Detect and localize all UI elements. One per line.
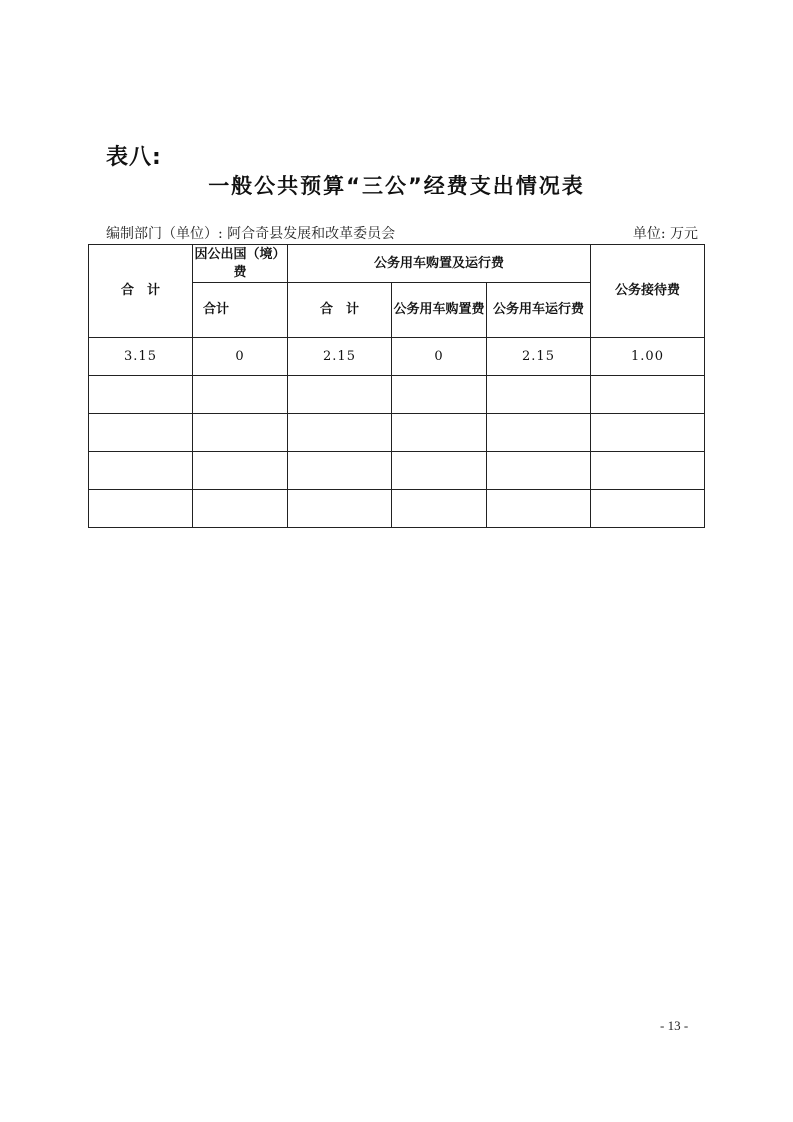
table-row bbox=[89, 452, 705, 490]
cell-total bbox=[89, 490, 193, 528]
cell-vehicle-total bbox=[288, 414, 392, 452]
table-row bbox=[89, 414, 705, 452]
header-reception: 公务接待费 bbox=[591, 245, 705, 338]
meta-row bbox=[106, 223, 698, 243]
cell-total bbox=[89, 414, 193, 452]
cell-vehicle-operation bbox=[487, 490, 591, 528]
cell-reception bbox=[591, 490, 705, 528]
cell-overseas: 0 bbox=[193, 338, 288, 376]
document-title: 一般公共预算“三公”经费支出情况表 bbox=[208, 174, 585, 198]
cell-vehicle-total bbox=[288, 376, 392, 414]
cell-overseas bbox=[193, 452, 288, 490]
table-row bbox=[89, 338, 705, 376]
table-label: 表八: bbox=[106, 145, 162, 170]
cell-total bbox=[89, 376, 193, 414]
cell-overseas bbox=[193, 490, 288, 528]
header-row-1 bbox=[89, 245, 705, 283]
header-total: 合 计 bbox=[89, 245, 193, 338]
header-vehicle-purchase: 公务用车购置费 bbox=[392, 283, 487, 338]
expense-table bbox=[88, 244, 705, 528]
cell-reception bbox=[591, 452, 705, 490]
cell-vehicle-purchase bbox=[392, 376, 487, 414]
cell-vehicle-operation bbox=[487, 452, 591, 490]
cell-vehicle-purchase: 0 bbox=[392, 338, 487, 376]
cell-vehicle-operation bbox=[487, 414, 591, 452]
header-vehicle-group: 公务用车购置及运行费 bbox=[288, 245, 591, 283]
header-overseas: 因公出国（境）费 bbox=[193, 245, 288, 283]
cell-reception bbox=[591, 376, 705, 414]
cell-reception bbox=[591, 414, 705, 452]
cell-vehicle-total bbox=[288, 452, 392, 490]
unit-label: 单位: 万元 bbox=[632, 226, 698, 242]
header-vehicle-total: 合 计 bbox=[288, 283, 392, 338]
header-vehicle-operation: 公务用车运行费 bbox=[487, 283, 591, 338]
table-row bbox=[89, 490, 705, 528]
cell-vehicle-total: 2.15 bbox=[288, 338, 392, 376]
page-number: - 13 - bbox=[660, 1018, 689, 1033]
table-row bbox=[89, 376, 705, 414]
cell-vehicle-purchase bbox=[392, 490, 487, 528]
cell-overseas bbox=[193, 414, 288, 452]
cell-vehicle-operation bbox=[487, 376, 591, 414]
cell-total bbox=[89, 452, 193, 490]
header-overseas-total: 合计 bbox=[193, 283, 288, 338]
cell-vehicle-total bbox=[288, 490, 392, 528]
cell-vehicle-purchase bbox=[392, 414, 487, 452]
cell-vehicle-operation: 2.15 bbox=[487, 338, 591, 376]
cell-overseas bbox=[193, 376, 288, 414]
department-label: 编制部门（单位）: 阿合奇县发展和改革委员会 bbox=[106, 226, 396, 242]
cell-total: 3.15 bbox=[89, 338, 193, 376]
cell-vehicle-purchase bbox=[392, 452, 487, 490]
cell-reception: 1.00 bbox=[591, 338, 705, 376]
